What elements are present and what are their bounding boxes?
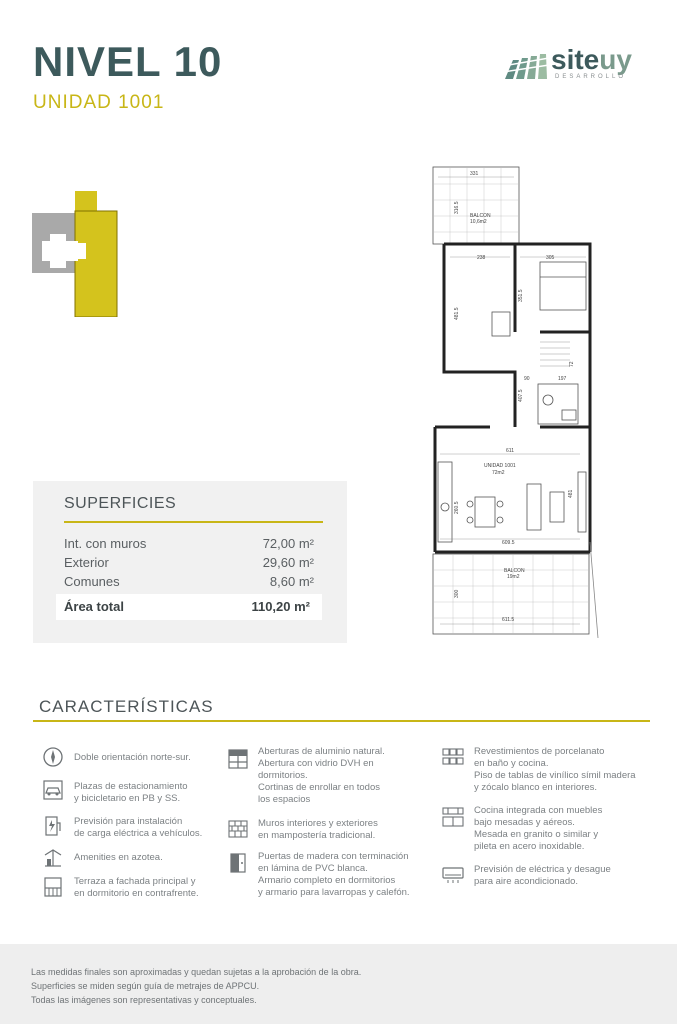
unit-label: UNIDAD 1001 [484, 463, 516, 469]
window-icon [227, 748, 249, 770]
dim-305: 305 [546, 255, 555, 261]
dim-481: 481 [568, 489, 574, 498]
superficies-rule [64, 521, 323, 523]
balcony-bottom-label: BALCON [504, 568, 525, 574]
dim-238: 238 [477, 255, 486, 261]
disclaimer-line: Superficies se miden según guía de metrajes de APPCU. [31, 981, 260, 991]
dim-611-5: 611.5 [502, 617, 515, 623]
unit-area: 72m2 [492, 470, 505, 476]
key-plan [32, 191, 118, 317]
dim-351-5: 351.5 [518, 289, 524, 302]
kitchen-icon [442, 806, 464, 828]
caracteristicas-title: CARACTERÍSTICAS [39, 697, 214, 716]
amenities-icon [42, 847, 64, 869]
dim-260-5: 260.5 [454, 501, 460, 514]
dim-90: 90 [524, 376, 530, 382]
brick-wall-icon [227, 817, 249, 839]
page-title: NIVEL 10 [33, 38, 223, 85]
floor-plan [430, 162, 600, 640]
balcony-top-area: 10,6m2 [470, 219, 487, 225]
dim-300: 300 [454, 589, 460, 598]
unit-subtitle: UNIDAD 1001 [33, 92, 165, 113]
superficies-title: SUPERFICIES [64, 495, 177, 512]
superficie-row: Int. con muros 72,00 m² [64, 536, 314, 551]
door-icon [227, 852, 249, 874]
feature-doors: Puertas de madera con terminación en lámina de PVC blanca. Armario completo en dormitorios y armario para lavarropas y calefón. [258, 851, 410, 898]
brand-name: siteuy [551, 44, 632, 75]
balcony-top-label: BALCON [470, 213, 491, 219]
compass-icon [42, 746, 64, 768]
feature-parking: Plazas de estacionamiento y bicicletario en PB y SS. [74, 781, 188, 804]
feature-amenities: Amenities en azotea. [74, 852, 163, 863]
feature-ev-charging: Previsión para instalación de carga eléctrica a vehículos. [74, 816, 203, 839]
feature-orientation: Doble orientación norte-sur. [74, 752, 191, 763]
caracteristicas-rule [33, 720, 650, 722]
dim-197: 197 [558, 376, 567, 382]
dim-316-5: 316.5 [454, 201, 460, 214]
total-area-row: Área total 110,20 m² [56, 594, 322, 620]
dim-609-5: 609.5 [502, 540, 515, 546]
feature-finishes: Revestimientos de porcelanato en baño y cocina. Piso de tablas de vinílico símil madera y zócalo blanco en interiores. [474, 746, 636, 793]
ev-charger-icon [42, 815, 64, 837]
feature-kitchen: Cocina integrada con muebles bajo mesadas y aéreos. Mesada en granito o similar y pileta en acero inoxidable. [474, 805, 603, 852]
balcony-top [433, 167, 519, 244]
feature-terrace: Terraza a fachada principal y en dormitorio en contrafrente. [74, 876, 199, 899]
air-conditioner-icon [442, 863, 464, 885]
feature-openings: Aberturas de aluminio natural. Abertura con vidrio DVH en dormitorios. Cortinas de enrollar en todos los espacios [258, 746, 385, 805]
brand-subtitle: DESARROLLO [555, 74, 627, 80]
superficie-row: Comunes 8,60 m² [64, 574, 314, 589]
dim-407-5: 407.5 [518, 389, 524, 402]
feature-ac: Previsión de eléctrica y desague para aire acondicionado. [474, 864, 611, 887]
terrace-icon [42, 876, 64, 898]
feature-walls: Muros interiores y exteriores en mampostería tradicional. [258, 818, 378, 841]
car-icon [42, 779, 64, 801]
disclaimer-line: Las medidas finales son aproximadas y quedan sujetas a la aprobación de la obra. [31, 967, 362, 977]
dim-72: 72 [569, 361, 575, 367]
brand-logo [503, 46, 643, 86]
logo-mark-icon [503, 52, 551, 80]
dim-331: 331 [470, 171, 479, 177]
balcony-bottom-area: 19m2 [507, 574, 520, 580]
dim-481-5: 481.5 [454, 307, 460, 320]
tiles-icon [442, 746, 464, 768]
footer-disclaimer [0, 944, 677, 1024]
disclaimer-line: Todas las imágenes son representativas y conceptuales. [31, 995, 257, 1005]
dim-611: 611 [506, 448, 514, 454]
superficies-panel [33, 481, 347, 643]
superficie-row: Exterior 29,60 m² [64, 555, 314, 570]
